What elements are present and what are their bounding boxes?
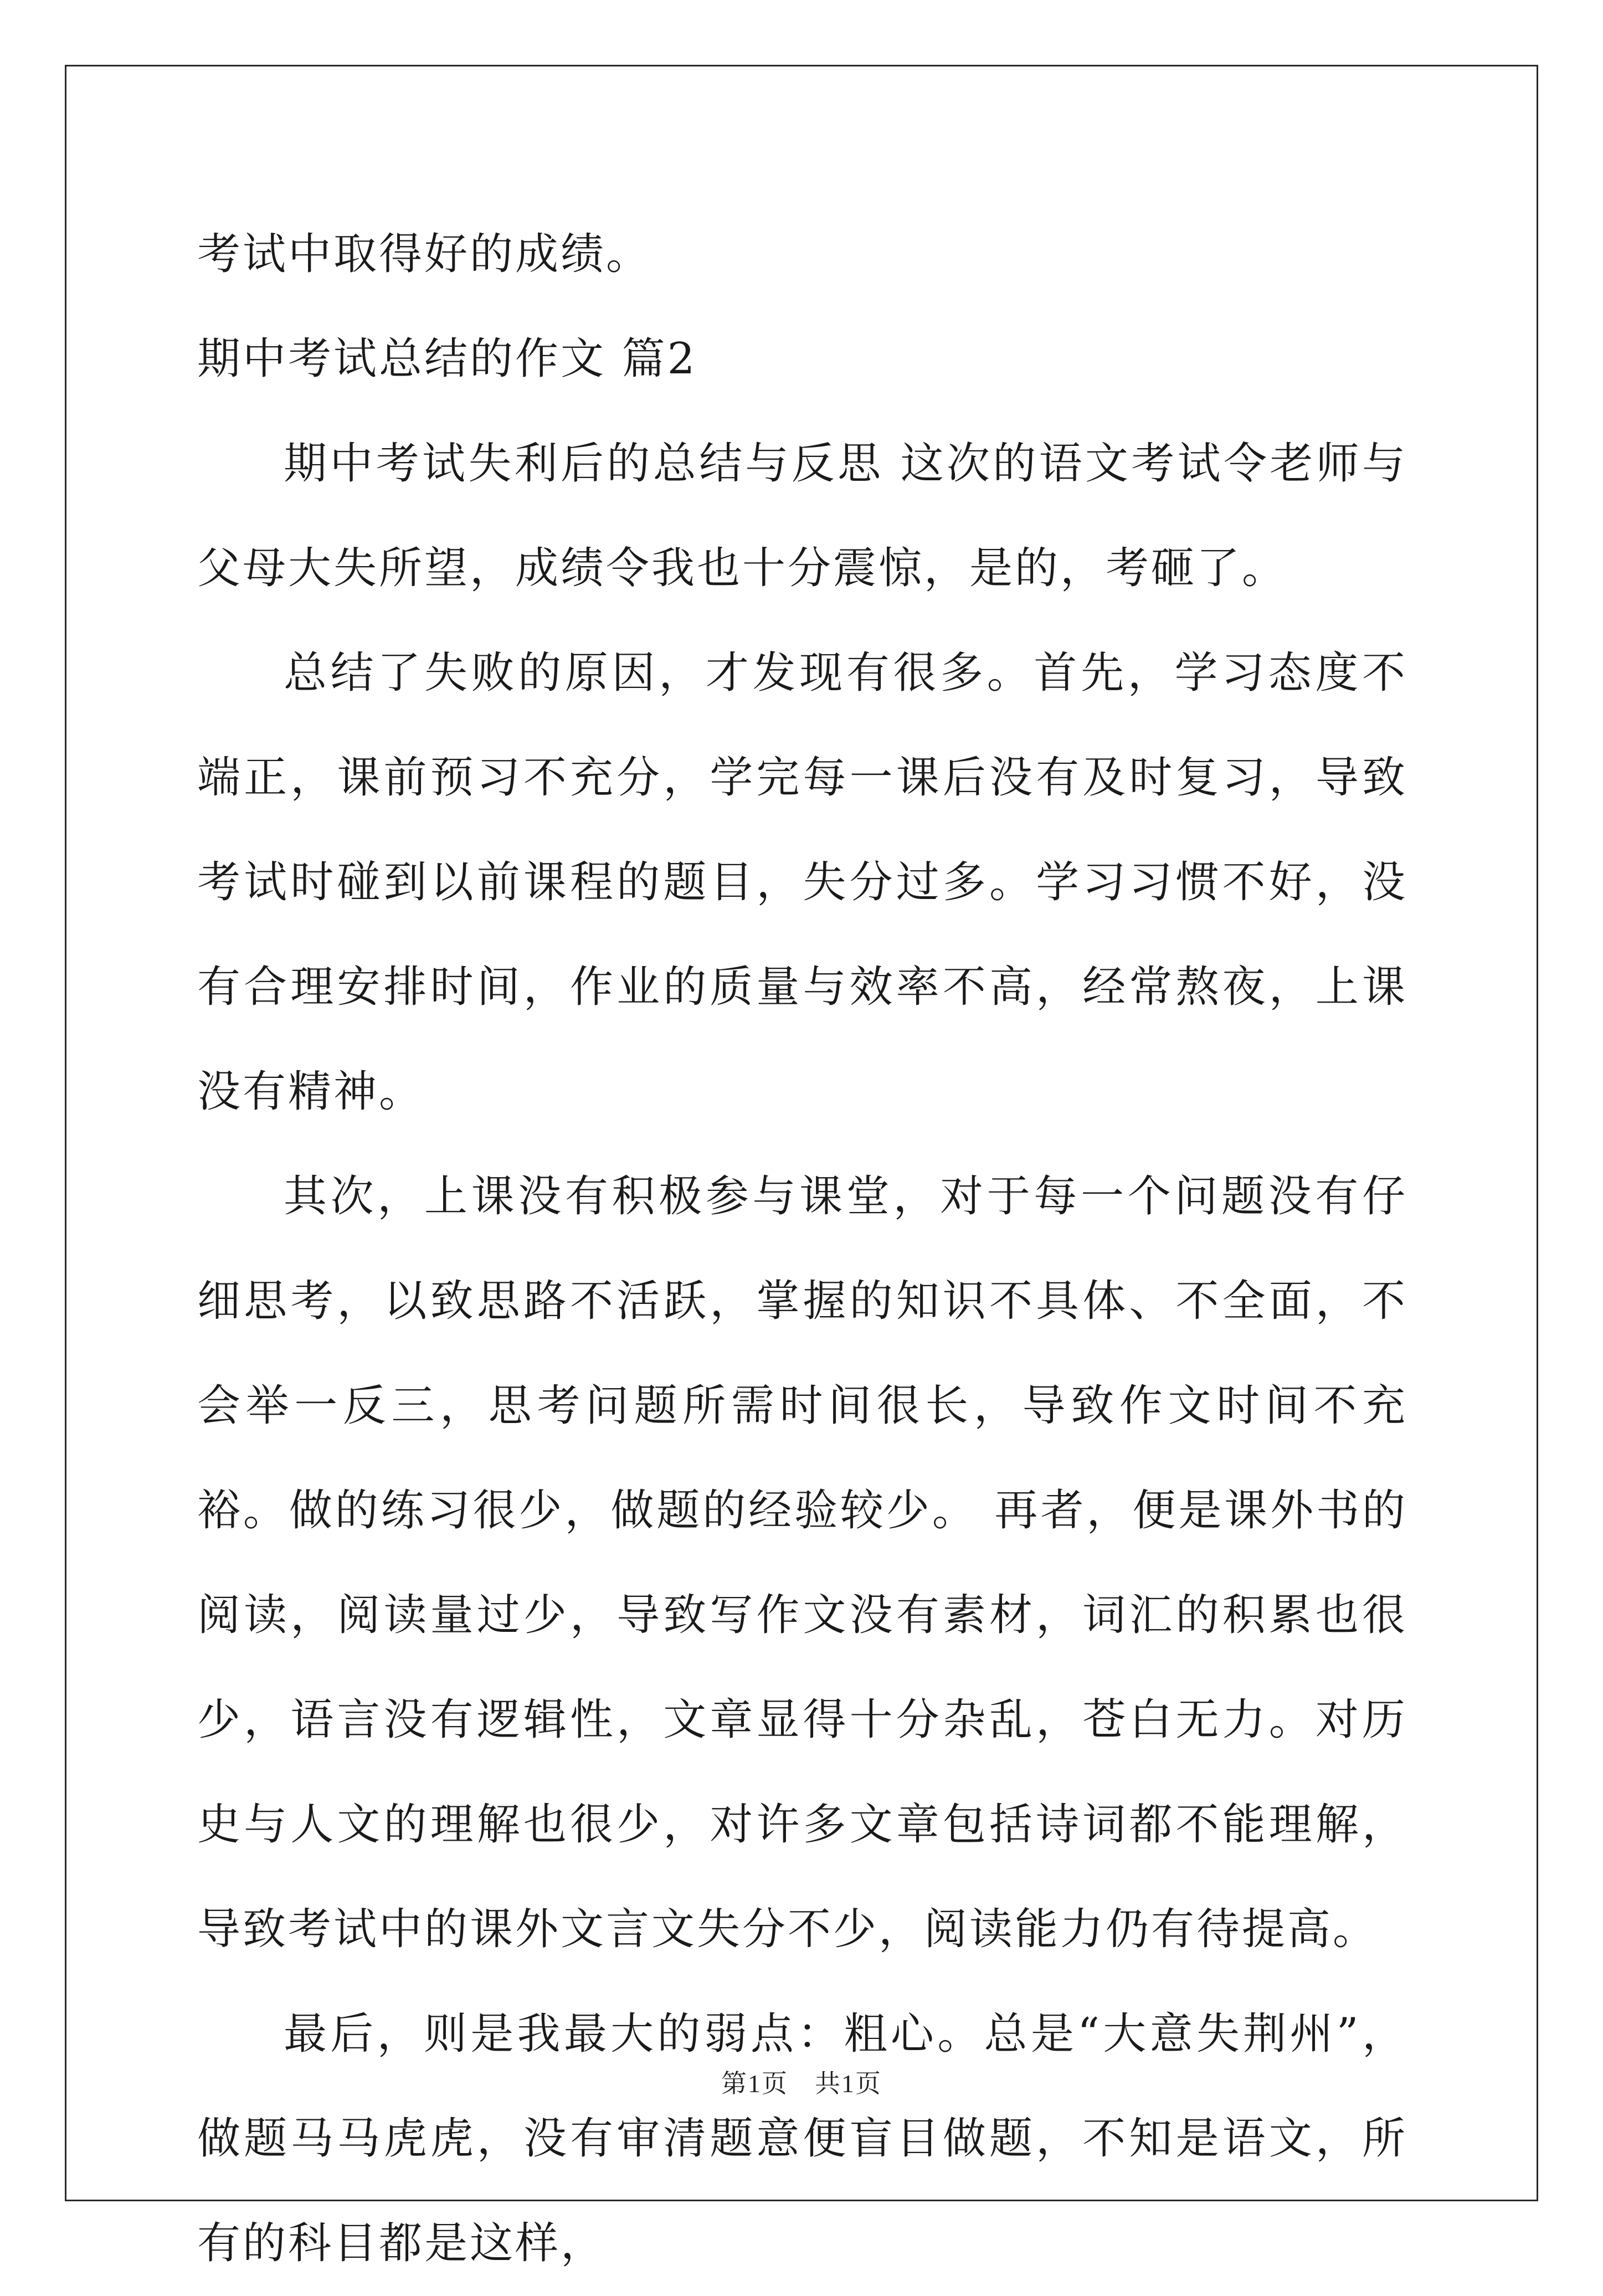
paragraph-secondly: 其次，上课没有积极参与课堂，对于每一个问题没有仔细思考，以致思路不活跃，掌握的知识不具体、不全面，不会举一反三，思考问题所需时间很长，导致作文时间不充裕。做的练习很少，做题的经验较少。 再者，便是课外书的阅读，阅读量过少，导致写作文没有素材，词汇的积累也很少，语言没有逻辑性，文章显得十分杂乱，苍白无力。对历史与人文的理解也很少，对许多文章包括诗词都不能理解，导致考试中的课外文言文失分不少，阅读能力仍有待提高。 (197, 1172, 1407, 1954)
paragraph-reasons: 总结了失败的原因，才发现有很多。首先，学习态度不端正，课前预习不充分，学完每一课后没有及时复习，导致考试时碰到以前课程的题目，失分过多。学习习惯不好，没有合理安排时间，作业的质量与效率不高，经常熬夜，上课没有精神。 (197, 648, 1407, 1117)
page-number-footer: 第1页 共1页 (721, 2069, 882, 2098)
paragraph-intro: 期中考试失利后的总结与反思 这次的语文考试令老师与父母大失所望，成绩令我也十分震惊，是的，考砸了。 (197, 439, 1407, 593)
paragraph-continuation: 考试中取得好的成绩。 (197, 229, 652, 279)
section-heading: 期中考试总结的作文 篇2 (197, 334, 697, 384)
paragraph-finally: 最后，则是我最大的弱点：粗心。总是“大意失荆州”，做题马马虎虎，没有审清题意便盲目做题，不知是语文，所有的科目都是这样， (197, 2009, 1407, 2268)
document-body (197, 202, 1407, 2296)
